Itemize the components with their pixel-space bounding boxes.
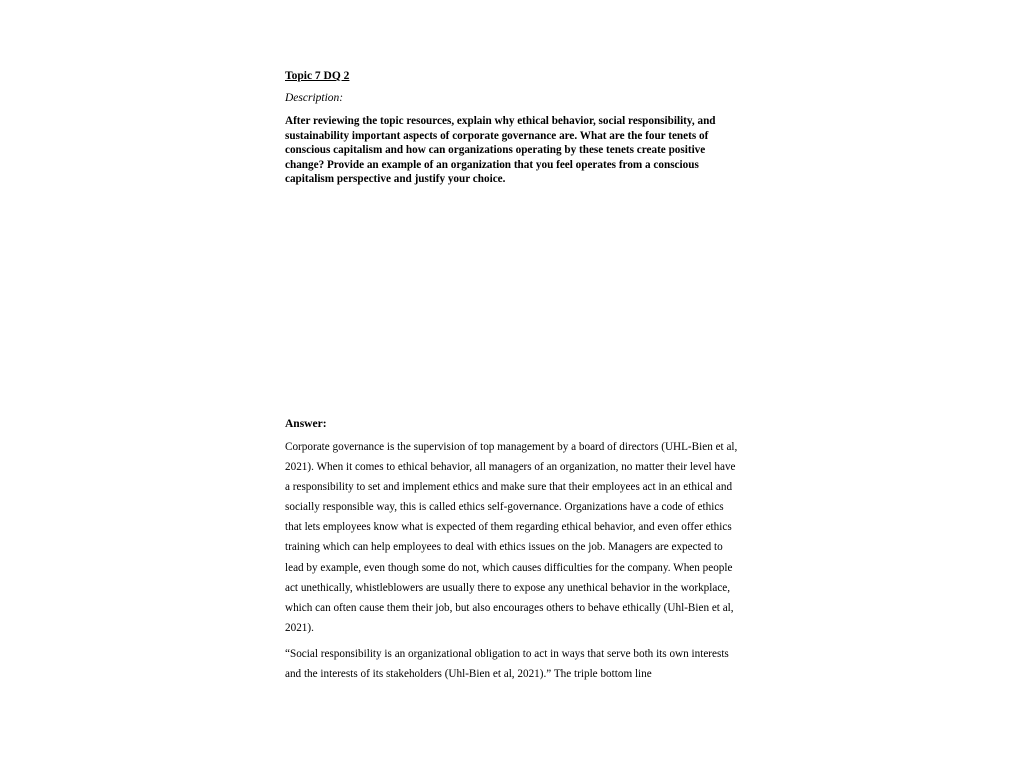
- question-prompt: After reviewing the topic resources, explain why ethical behavior, social responsibility, and sustainability important aspects of corporate governance are. What are the four tenets of conscious capitalism and how can organizations operating by these tenets create positive change? Provide an example of an organization that you feel operates from a conscious capitalism perspective and justify your choice.: [285, 115, 716, 186]
- answer-paragraph: “Social responsibility is an organizational obligation to act in ways that serve both its own interests and the interests of its stakeholders (Uhl-Bien et al, 2021).” The triple bottom line: [285, 647, 729, 681]
- document-title: Topic 7 DQ 2: [285, 70, 350, 82]
- answer-paragraph: Corporate governance is the supervision of top management by a board of directors (UHL-Bien et al, 2021). When it comes to ethical behavior, all managers of an organization, no matter their level have a responsibility to set and implement ethics and make sure that their employees act in an ethical and socially responsible way, this is called ethics self-governance. Organizations have a code of ethics that lets employees know what is expected of them regarding ethical behavior, and even offer ethics training which can help employees to deal with ethics issues on the job. Managers are expected to lead by example, even though some do not, which causes difficulties for the company. When people act unethically, whistleblowers are usually there to expose any unethical behavior in the workplace, which can often cause them their job, but also encourages others to behave ethically (Uhl-Bien et al, 2021).: [285, 441, 738, 634]
- answer-section: [285, 416, 740, 684]
- question-section: [285, 68, 740, 187]
- answer-label: Answer:: [285, 418, 327, 430]
- description-label: Description:: [285, 92, 344, 104]
